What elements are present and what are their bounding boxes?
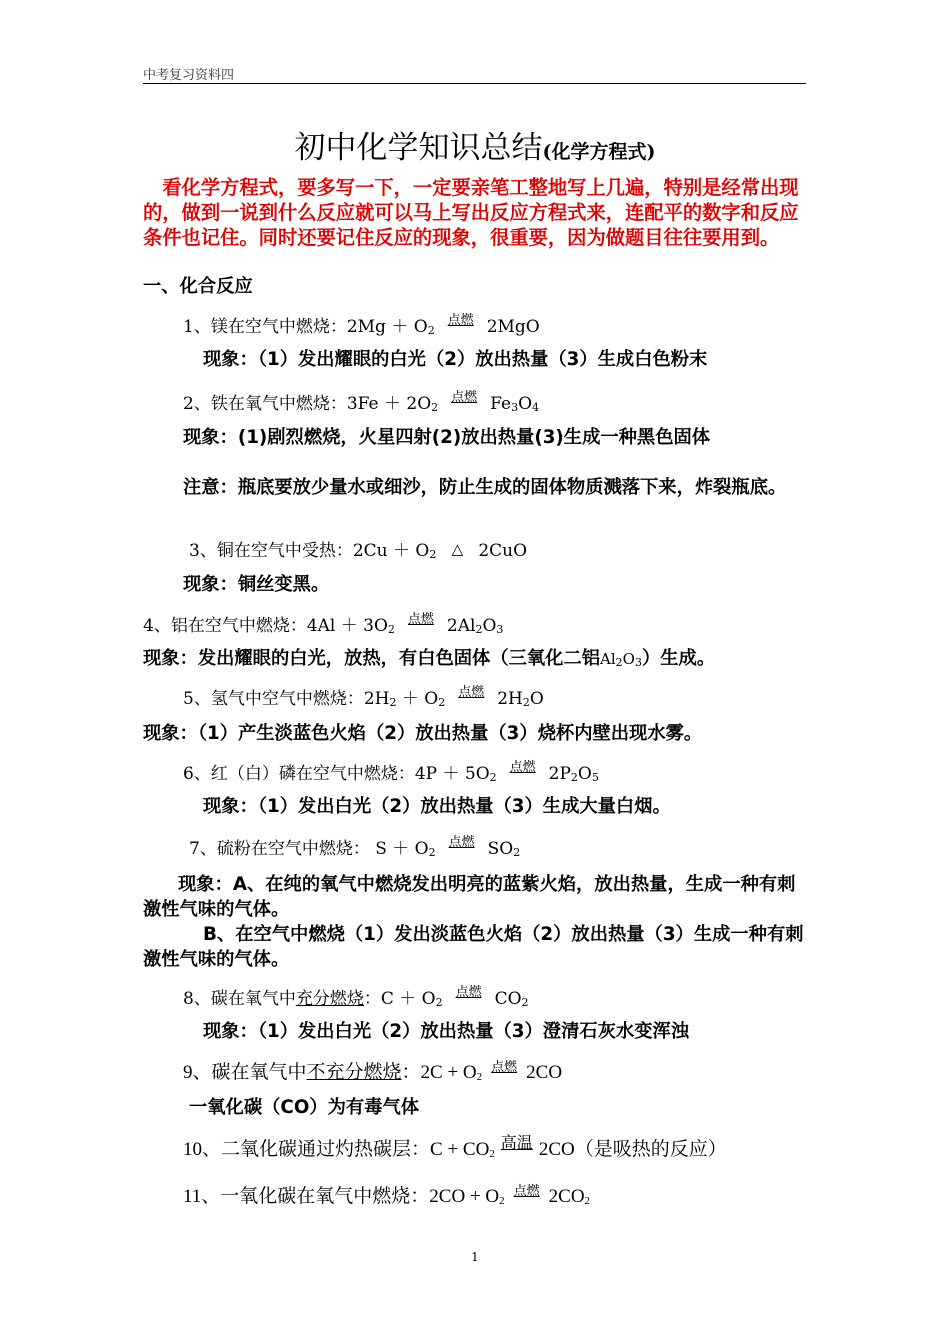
phenomenon-6: 现象：（1）发出白光（2）放出热量（3）生成大量白烟。	[203, 796, 671, 817]
phenomenon-7b: B、在空气中燃烧（1）发出淡蓝色火焰（2）放出热量（3）生成一种有刺激性气味的气体。	[143, 924, 804, 970]
reaction-4: 4、铝在空气中燃烧：$4Al + 3O_2$ 点燃 $2Al_2O_3$	[143, 612, 504, 636]
reaction-label: 4、铝在空气中燃烧：	[143, 616, 307, 636]
reaction-9: 9、碳在氧气中不充分燃烧：$2C + O_2$ 点燃 2CO	[183, 1059, 563, 1083]
note-2: 注意：瓶底要放少量水或细沙，防止生成的固体物质溅落下来，炸裂瓶底。	[183, 477, 787, 498]
underlined-term: 不充分燃烧	[306, 1062, 402, 1083]
reaction-6: 6、红（白）磷在空气中燃烧：$4P + 5O_2$ 点燃 $2P_2O_5$	[183, 760, 599, 784]
condition: 点燃	[451, 390, 478, 405]
condition: 点燃	[509, 760, 536, 775]
intro-paragraph	[143, 175, 809, 250]
page-title	[0, 128, 950, 172]
reaction-label: 5、氢气中空气中燃烧：	[183, 689, 364, 709]
reaction-1: 1、镁在空气中燃烧：$2Mg + O_2$ 点燃 2MgO	[183, 313, 540, 337]
reaction-8: 8、碳在氧气中充分燃烧：$C + O_2$ 点燃 $CO_2$	[183, 985, 529, 1009]
reaction-label: 3、铜在空气中受热：	[189, 541, 353, 561]
condition: 点燃	[513, 1183, 540, 1198]
condition: 点燃	[458, 685, 485, 700]
condition: 点燃	[455, 985, 482, 1000]
reaction-3: 3、铜在空气中受热：$2Cu + O_2$ △ 2CuO	[189, 540, 528, 561]
reaction-11: 11、一氧化碳在氧气中燃烧：$2CO + O_2$ 点燃 $2CO_2$	[183, 1183, 591, 1207]
reaction-label: 7、硫粉在空气中燃烧：	[189, 839, 370, 859]
intro-text: 看化学方程式，要多写一下，一定要亲笔工整地写上几遍，特别是经常出现的，做到一说到什么反应就可以马上写出反应方程式来，连配平的数字和反应条件也记住。同时还要记住反应的现象，很重要，因为做题目往往要用到。	[143, 176, 799, 249]
reaction-label: 11、一氧化碳在氧气中燃烧：	[183, 1186, 430, 1207]
reaction-label: 1、镁在空气中燃烧：	[183, 317, 347, 337]
condition: 高温	[500, 1135, 533, 1152]
section-heading: 一、化合反应	[143, 276, 253, 297]
phenomenon-2: 现象：(1)剧烈燃烧，火星四射(2)放出热量(3)生成一种黑色固体	[183, 427, 711, 448]
reaction-7: 7、硫粉在空气中燃烧： $S + O_2$ 点燃 $SO_2$	[189, 835, 521, 859]
condition: 点燃	[491, 1059, 518, 1074]
running-header: 中考复习资料四	[143, 68, 235, 83]
reaction-label: 2、铁在氧气中燃烧：	[183, 394, 347, 414]
condition: 点燃	[448, 835, 475, 850]
condition: 点燃	[447, 313, 474, 328]
phenomenon-3: 现象：铜丝变黑。	[183, 574, 330, 595]
note-9: 一氧化碳（CO）为有毒气体	[189, 1097, 420, 1118]
reaction-label: 10、二氧化碳通过灼热碳层：	[183, 1139, 431, 1160]
reaction-5: 5、氢气中空气中燃烧：$2H_2 + O_2$ 点燃 $2H_2O$	[183, 685, 544, 709]
reaction-label: 6、红（白）磷在空气中燃烧：	[183, 764, 415, 784]
phenomenon-7a: 现象：A、在纯的氧气中燃烧发出明亮的蓝紫火焰，放出热量，生成一种有刺激性气味的气体。	[143, 874, 796, 920]
page-number: 1	[471, 1250, 479, 1264]
phenomenon-1: 现象：（1）发出耀眼的白光（2）放出热量（3）生成白色粉末	[203, 349, 708, 370]
reaction-10: 10、二氧化碳通过灼热碳层：$C + CO_2$ 高温 2CO（是吸热的反应）	[183, 1135, 727, 1160]
condition: 点燃	[407, 612, 434, 627]
phenomenon-4: 现象：发出耀眼的白光，放热，有白色固体（三氧化二铝$Al_2O_3$）生成。	[143, 648, 716, 669]
phenomenon-8: 现象：（1）发出白光（2）放出热量（3）澄清石灰水变浑浊	[203, 1021, 690, 1042]
underlined-term: 充分燃烧	[295, 989, 364, 1009]
title-sub: (化学方程式)	[542, 141, 656, 163]
header-rule	[143, 83, 806, 84]
reaction-2: 2、铁在氧气中燃烧：$3Fe + 2O_2$ 点燃 $Fe_3O_4$	[183, 390, 540, 414]
title-main: 初中化学知识总结	[294, 130, 543, 166]
phenomenon-5: 现象：（1）产生淡蓝色火焰（2）放出热量（3）烧杯内壁出现水雾。	[143, 723, 703, 744]
condition: △	[451, 540, 464, 558]
